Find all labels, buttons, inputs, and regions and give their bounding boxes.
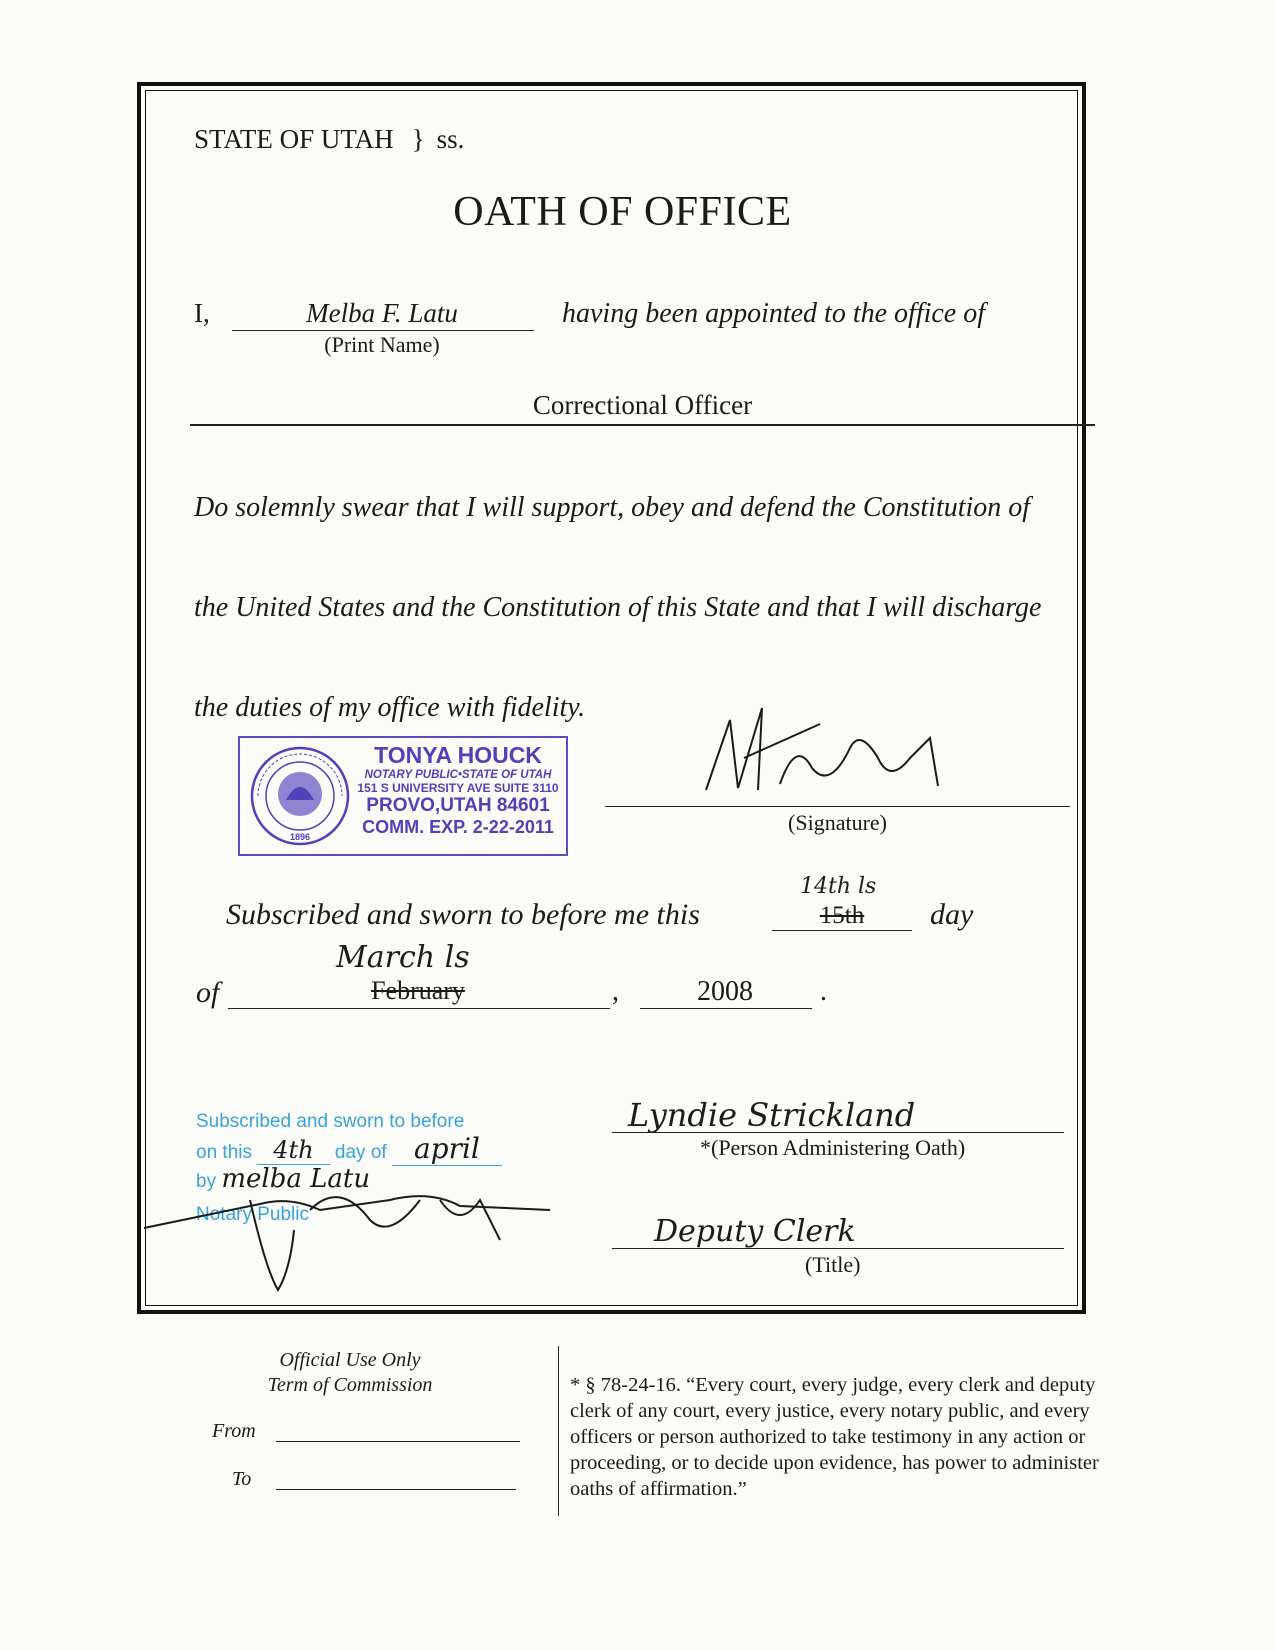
term-of-commission-heading: Term of Commission xyxy=(267,1374,433,1396)
month-handwritten: March ls xyxy=(336,940,470,975)
notary-signature xyxy=(140,1170,560,1300)
printed-name: Melba F. Latu xyxy=(306,298,458,328)
footer-divider xyxy=(558,1346,559,1516)
administering-line xyxy=(612,1132,1064,1133)
day-typed: 15th xyxy=(819,902,865,929)
of-word: of xyxy=(196,976,220,1009)
period: . xyxy=(820,976,827,1007)
oath-line-2: the United States and the Constitution of this State and that I will discharge xyxy=(194,592,1042,623)
appointed-text: having been appointed to the office of xyxy=(562,298,986,329)
stamp-line-4: COMM. EXP. 2-22-2011 xyxy=(362,817,554,837)
stamp-line-3: PROVO,UTAH 84601 xyxy=(366,795,550,816)
year-line xyxy=(640,1008,812,1009)
notary-note-day-of: day of xyxy=(334,1142,387,1163)
day-handwritten: 14th ls xyxy=(800,874,877,899)
notary-note-on-this: on this xyxy=(196,1142,252,1163)
officer-signature xyxy=(700,698,980,798)
notary-note-by: by xyxy=(196,1171,217,1192)
signature-caption: (Signature) xyxy=(788,810,887,835)
administering-signature: Lyndie Strickland xyxy=(628,1096,916,1134)
official-use xyxy=(220,1348,480,1398)
print-name-caption: (Print Name) xyxy=(324,332,440,357)
day-word: day xyxy=(930,898,974,931)
title-line xyxy=(612,1248,1064,1249)
stamp-line-2: 151 S UNIVERSITY AVE SUITE 3110 xyxy=(357,781,559,795)
title-caption: (Title) xyxy=(805,1252,861,1277)
year: 2008 xyxy=(697,976,753,1007)
month-line xyxy=(228,1008,610,1009)
notary-note-line-2 xyxy=(196,1132,502,1166)
day-line xyxy=(772,930,912,931)
name-line xyxy=(232,330,534,331)
stamp-name: TONYA HOUCK xyxy=(374,742,542,768)
page-title: OATH OF OFFICE xyxy=(453,189,792,235)
comma: , xyxy=(612,976,619,1007)
title-handwritten: Deputy Clerk xyxy=(654,1214,856,1249)
state-name: STATE OF UTAH xyxy=(194,124,394,154)
notary-note-month: april xyxy=(392,1132,502,1166)
from-line xyxy=(276,1441,520,1442)
ss-abbrev: ss. xyxy=(436,124,465,154)
from-label: From xyxy=(212,1420,256,1442)
office-title: Correctional Officer xyxy=(532,390,753,420)
notary-note-line-4: Notary Public xyxy=(196,1204,309,1225)
administering-caption: *(Person Administering Oath) xyxy=(700,1135,966,1160)
oath-line-3: the duties of my office with fidelity. xyxy=(194,692,586,723)
oath-line-1: Do solemnly swear that I will support, obey and defend the Constitution of xyxy=(194,492,1031,523)
stamp-line-1: NOTARY PUBLIC•STATE OF UTAH xyxy=(364,769,552,781)
notary-note-name: melba Latu xyxy=(221,1164,371,1194)
month-typed: February xyxy=(371,976,465,1005)
signature-line xyxy=(605,806,1070,807)
official-use-heading: Official Use Only xyxy=(279,1349,421,1371)
to-label: To xyxy=(232,1468,252,1490)
state-heading xyxy=(194,124,464,155)
notary-note-line-1: Subscribed and sworn to before xyxy=(196,1111,465,1132)
brace: } xyxy=(411,124,425,154)
statute-text: * § 78-24-16. “Every court, every judge, every clerk and deputy clerk of any court, every justice, every notary public, and every officers or person authorized to take testimony in any action or proceeding, or to decide upon evidence, has power to administer oaths of affirmation.” xyxy=(570,1374,1099,1500)
office-line xyxy=(190,424,1095,426)
to-line xyxy=(276,1489,516,1490)
notary-stamp xyxy=(238,736,568,856)
i-label: I, xyxy=(194,298,210,328)
seal-year: 1896 xyxy=(289,832,311,842)
state-seal-icon xyxy=(248,744,352,848)
sworn-prefix: Subscribed and sworn to before me this xyxy=(226,898,700,931)
notary-note-day: 4th xyxy=(257,1136,329,1165)
